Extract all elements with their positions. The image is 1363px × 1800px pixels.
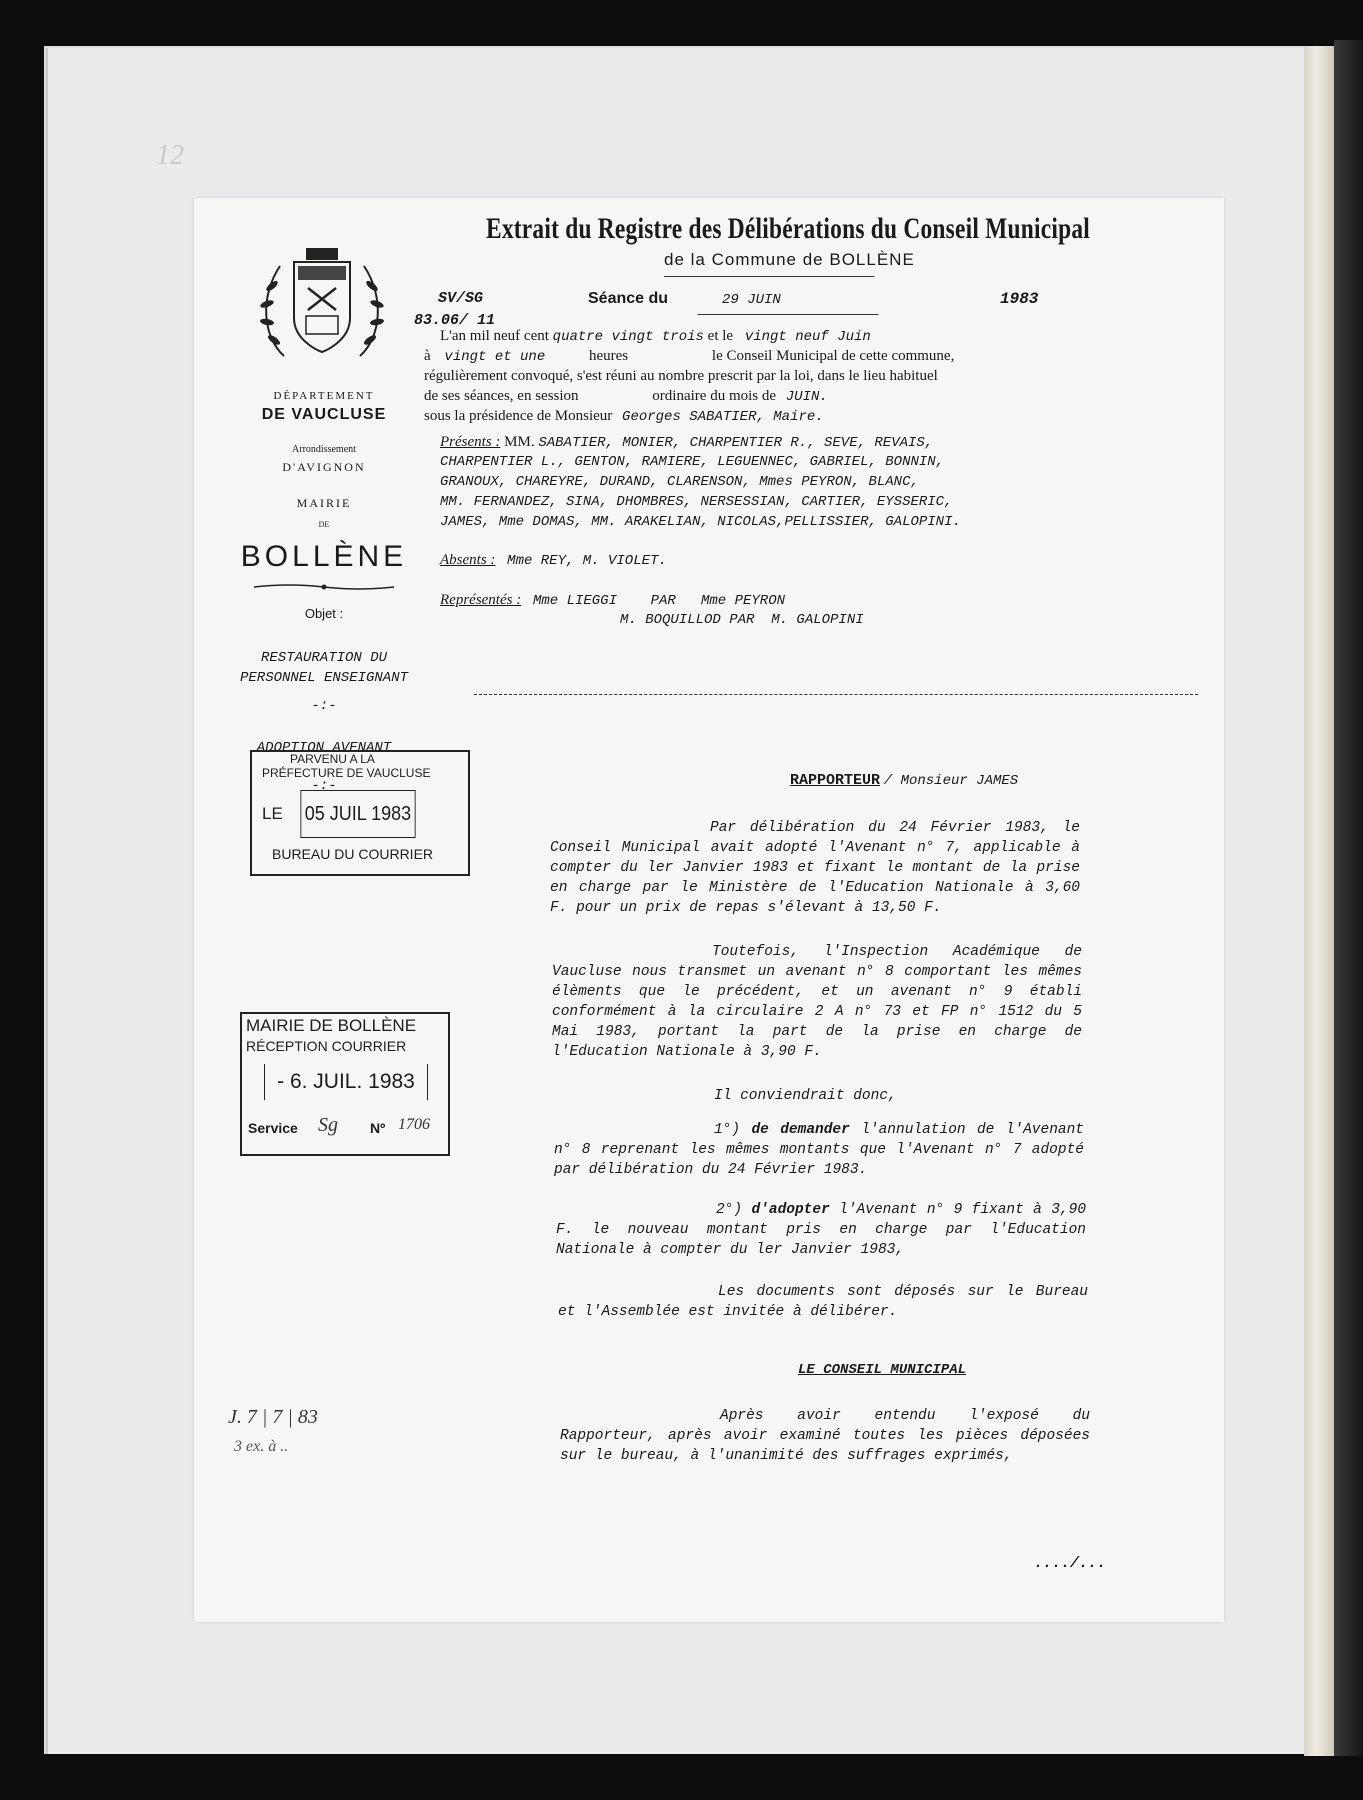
- objet-label: Objet :: [304, 606, 344, 621]
- representes-line-1: [440, 590, 785, 611]
- paragraph-point-1: [554, 1120, 1084, 1180]
- preamble-text: et le: [707, 328, 734, 344]
- preamble-text: le Conseil Municipal de cette commune,: [711, 348, 955, 364]
- stamp1-line-1: PARVENU A LA: [290, 752, 375, 766]
- mairie-label: MAIRIE: [296, 496, 352, 510]
- objet-line-3: ADOPTION AVENANT: [256, 740, 392, 756]
- continued-marker: ..../...: [1034, 1555, 1107, 1572]
- title-rule: [664, 276, 874, 277]
- presents-label: Présents :: [440, 434, 501, 450]
- presents-mm: MM.: [504, 434, 535, 450]
- preamble-year-words: quatre vingt trois: [552, 329, 704, 345]
- representes-names: Mme LIEGGI PAR Mme PEYRON: [532, 593, 786, 609]
- seance-day: 29 JUIN: [722, 292, 781, 308]
- town-name: BOLLÈNE: [240, 540, 408, 573]
- department-name: DE VAUCLUSE: [261, 406, 387, 423]
- presents-line-4: MM. FERNANDEZ, SINA, DHOMBRES, NERSESSIAN, CARTIER, EYSSERIC,: [440, 494, 953, 510]
- paragraph-apres: Après avoir entendu l'exposé du Rapporteur, après avoir examiné toutes les pièces déposées sur le bureau, à l'unanimité des suffrages exprimés,: [560, 1408, 1090, 1464]
- preamble-month: JUIN.: [785, 389, 828, 405]
- seance-year: 1983: [1000, 290, 1039, 308]
- objet-separator-2: -:-: [311, 778, 337, 794]
- absents-line: [440, 550, 667, 571]
- point-1-text: l'annulation de l'Avenant n° 8 reprenant les mêmes montants que l'Avenant n° 7 adopté par délibération du 24 Février 1983.: [554, 1122, 1085, 1178]
- point-1-verb: de demander: [751, 1122, 850, 1138]
- objet-line-2: PERSONNEL ENSEIGNANT: [239, 670, 409, 686]
- paragraph-conviendrait: Il conviendrait donc,: [714, 1088, 897, 1104]
- register-subtitle: de la Commune de BOLLÈNE: [664, 250, 915, 269]
- stamp2-line-1: MAIRIE DE BOLLÈNE: [246, 1016, 417, 1035]
- paragraph-toutefois: Toutefois, l'Inspection Académique de Vaucluse nous transmet un avenant n° 8 comportant les mêmes élèments que le précédent, et un avenant n° 9 établi conformément à la circulaire 2 A n° 73 et FP n° 1512 du 5 Mai 1983, portant la part de la prise en charge de l'Education Nationale à 3,90 F.: [552, 944, 1082, 1060]
- representes-label: Représentés :: [440, 592, 522, 608]
- deliberation-document: [194, 198, 1224, 1622]
- stamp2-date: - 6. JUIL. 1983: [264, 1064, 428, 1100]
- point-2-verb: d'adopter: [751, 1202, 830, 1218]
- date-rule: [698, 314, 878, 315]
- preamble-line-4: [424, 386, 828, 407]
- header-dashed-divider: [474, 694, 1198, 695]
- stamp1-bureau: BUREAU DU COURRIER: [272, 846, 434, 862]
- preamble-text: sous la présidence de Monsieur: [424, 408, 613, 424]
- arrondissement-label: Arrondissement: [292, 444, 356, 455]
- preamble-line-1: [440, 326, 871, 347]
- mairie-reception-stamp: [240, 1012, 450, 1156]
- stamp2-service-label: Service: [248, 1120, 298, 1136]
- rapporteur-label: RAPPORTEUR: [790, 772, 881, 789]
- department-label: DÉPARTEMENT: [273, 390, 375, 402]
- point-2-number: 2°): [716, 1202, 743, 1218]
- preamble-text: L'an mil neuf cent: [440, 328, 549, 344]
- arrondissement-name: D'AVIGNON: [282, 460, 366, 474]
- representes-line-2: M. BOQUILLOD PAR M. GALOPINI: [620, 612, 864, 628]
- presents-line-3: GRANOUX, CHAREYRE, DURAND, CLARENSON, Mmes PEYRON, BLANC,: [440, 474, 919, 490]
- preamble-text: ordinaire du mois de: [652, 388, 777, 404]
- preamble-text: de ses séances, en session: [424, 388, 579, 404]
- stamp2-number-label: Nº: [370, 1120, 386, 1136]
- preamble-line-5: [424, 406, 824, 427]
- seance-label: Séance du: [588, 290, 669, 307]
- de-label: DE: [318, 520, 330, 529]
- stamp1-le: LE: [262, 804, 283, 823]
- conseil-heading: LE CONSEIL MUNICIPAL: [798, 1362, 967, 1378]
- ornament-divider: [254, 582, 394, 592]
- town-crest-emblem: [254, 246, 390, 368]
- stamp1-line-2: PRÉFECTURE DE VAUCLUSE: [262, 766, 431, 780]
- preamble-line-2: [424, 346, 954, 367]
- folio-number: 12: [156, 140, 184, 171]
- point-2-text: l'Avenant n° 9 fixant à 3,90 F. le nouveau montant pris en charge par l'Education Nationale à compter du ler Janvier 1983,: [556, 1202, 1087, 1258]
- paragraph-documents: Les documents sont déposés sur le Bureau et l'Assemblée est invitée à délibérer.: [558, 1284, 1088, 1320]
- preamble-text: à: [424, 348, 431, 364]
- presents-names: SABATIER, MONIER, CHARPENTIER R., SEVE, REVAIS,: [538, 435, 934, 451]
- stamp2-line-2: RÉCEPTION COURRIER: [246, 1038, 407, 1054]
- point-1-number: 1°): [714, 1122, 741, 1138]
- absents-label: Absents :: [440, 552, 496, 568]
- presents-line-5: JAMES, Mme DOMAS, MM. ARAKELIAN, NICOLAS,PELLISSIER, GALOPINI.: [440, 514, 961, 530]
- paragraph-deliberation: Par délibération du 24 Février 1983, le Conseil Municipal avait adopté l'Avenant n° 7, applicable à compter du ler Janvier 1983 et fixant le montant de la prise en charge par le Ministère de l'Education Nationale à 3,60 F. pour un prix de repas s'élevant à 13,50 F.: [550, 820, 1080, 916]
- rapporteur-name: / Monsieur JAMES: [883, 773, 1019, 789]
- reference-number: 83.06/ 11: [414, 312, 496, 329]
- preamble-hour-words: vingt et une: [444, 349, 546, 365]
- preamble-day-words: vingt neuf Juin: [744, 329, 871, 345]
- rapporteur-line: [790, 770, 1018, 791]
- prefecture-received-stamp: [250, 750, 470, 876]
- objet-line-1: RESTAURATION DU: [260, 650, 388, 666]
- absents-names: Mme REY, M. VIOLET.: [507, 553, 667, 569]
- objet-separator-1: -:-: [311, 698, 337, 714]
- preamble-text: heures: [589, 348, 629, 364]
- handwritten-note-1: J. 7 | 7 | 83: [228, 1406, 318, 1428]
- preamble-line-3: régulièrement convoqué, s'est réuni au nombre prescrit par la loi, dans le lieu habituel: [424, 368, 938, 384]
- stamp1-date: 05 JUIL 1983: [300, 790, 415, 838]
- presents-line-2: CHARPENTIER L., GENTON, RAMIERE, LEGUENNEC, GABRIEL, BONNIN,: [440, 454, 945, 470]
- page-edge: [1304, 46, 1334, 1756]
- reference-initials: SV/SG: [438, 290, 484, 307]
- president-name: Georges SABATIER, Maire.: [622, 409, 824, 425]
- paragraph-point-2: [556, 1200, 1086, 1260]
- register-title: Extrait du Registre des Délibérations du Conseil Municipal: [486, 212, 1091, 245]
- stamp2-number-value: 1706: [398, 1116, 430, 1133]
- binding-edge: [1334, 40, 1363, 1756]
- presents-line-1: [440, 432, 933, 453]
- stamp2-service-value: Sg: [318, 1114, 338, 1136]
- handwritten-note-2: 3 ex. à ..: [234, 1438, 289, 1455]
